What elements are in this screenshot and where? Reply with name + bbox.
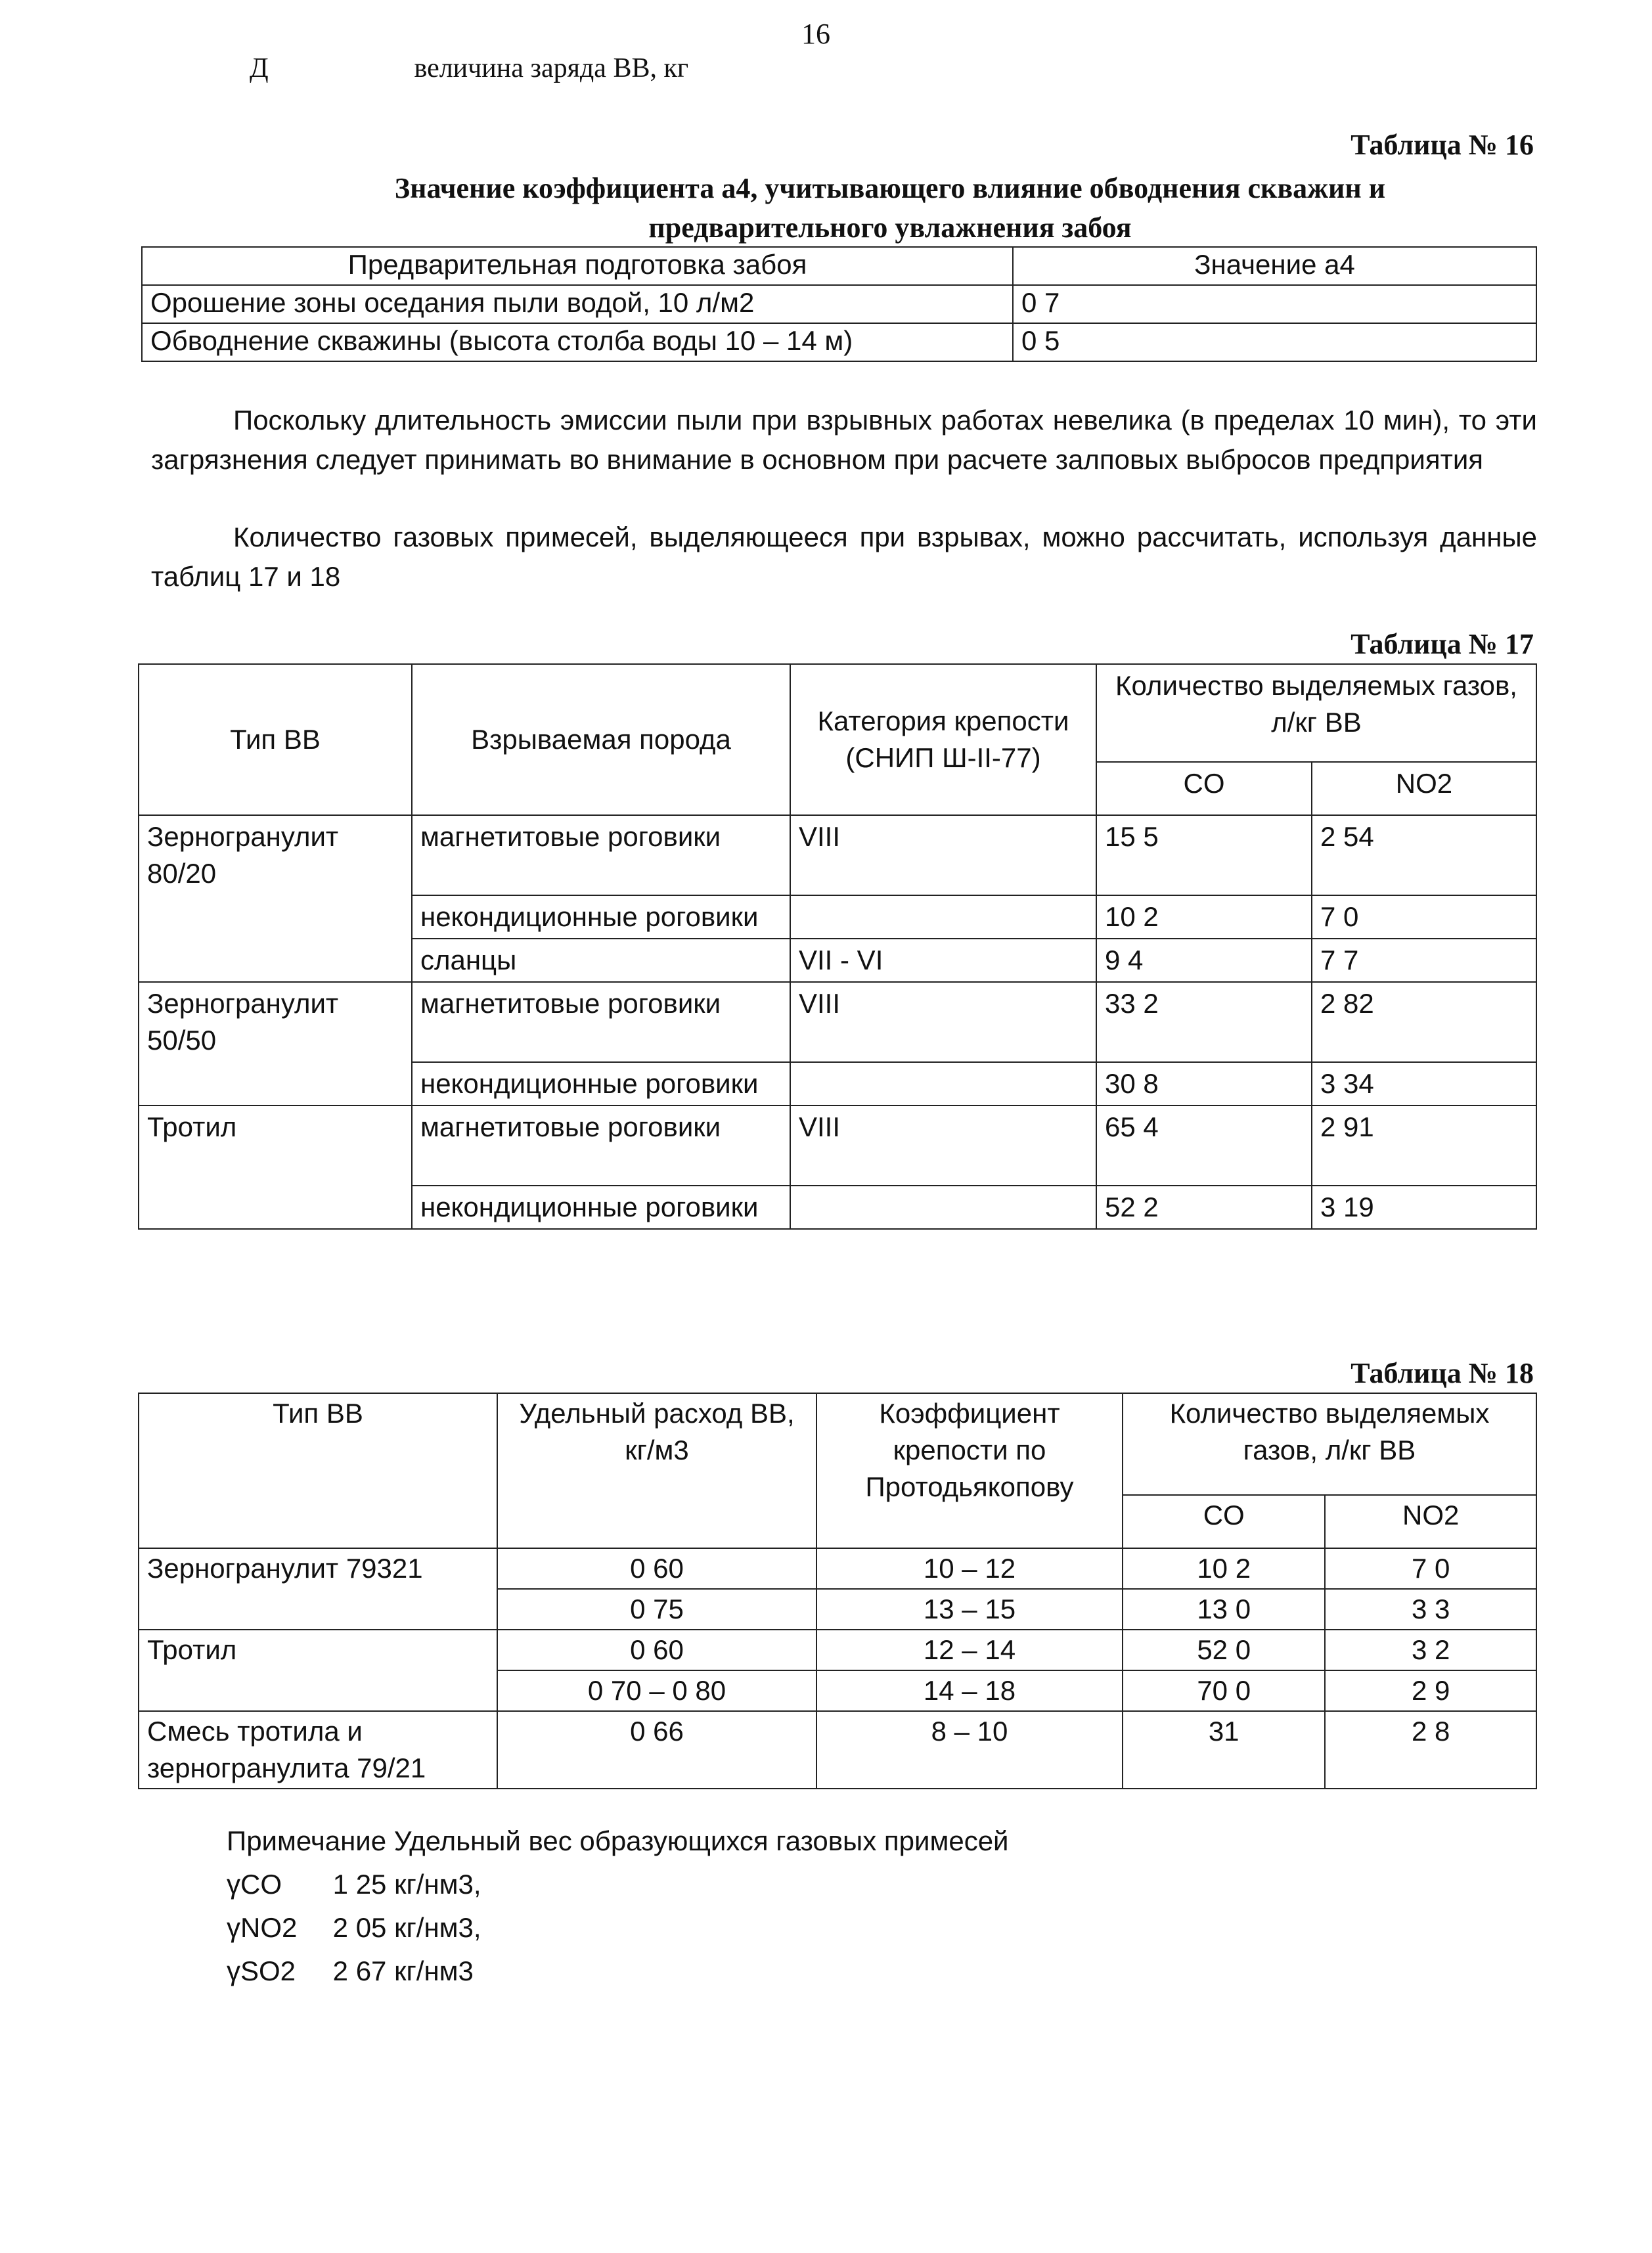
- table16-header-prep: Предварительная подготовка забоя: [142, 247, 1013, 285]
- table16-cell: 0 7: [1013, 285, 1536, 323]
- table18-type: Зерногранулит 79321: [139, 1548, 497, 1630]
- table18-consumption: 0 60: [497, 1548, 816, 1589]
- paragraph: Количество газовых примесей, выделяющееся при взрывах, можно рассчитать, используя данные таблиц 17 и 18: [151, 522, 1537, 592]
- page-number: 16: [801, 18, 830, 50]
- table17-header-no2: NO2: [1312, 762, 1536, 815]
- table18-coef: 12 – 14: [816, 1630, 1123, 1670]
- table-header-row: [139, 664, 1536, 762]
- definition-line: [250, 53, 688, 84]
- table18-consumption: 0 70 – 0 80: [497, 1670, 816, 1711]
- table18-header-gas: Количество выделяемых газов, л/кг ВВ: [1123, 1393, 1536, 1495]
- table17-header-rock: Взрываемая порода: [412, 664, 790, 815]
- table17-caption: Таблица № 17: [1351, 628, 1534, 660]
- note: [227, 1819, 1009, 1993]
- table17-header-type: Тип ВВ: [139, 664, 412, 815]
- table-row: [142, 323, 1536, 361]
- table17-co: 30 8: [1096, 1062, 1312, 1105]
- table18-no2: 2 9: [1325, 1670, 1536, 1711]
- table17-no2: 2 82: [1312, 982, 1536, 1062]
- table16-header-value: Значение a4: [1013, 247, 1536, 285]
- table18-consumption: 0 66: [497, 1711, 816, 1789]
- table17-rock: некондиционные роговики: [412, 1186, 790, 1229]
- table18-consumption: 0 75: [497, 1589, 816, 1630]
- table-row: [139, 982, 1536, 1062]
- table17-rock: магнетитовые роговики: [412, 1105, 790, 1186]
- table16-cell: 0 5: [1013, 323, 1536, 361]
- table17-category: [790, 1186, 1096, 1229]
- table17-header-category: Категория крепости (СНИП Ш-II-77): [790, 664, 1096, 815]
- table17-rock: магнетитовые роговики: [412, 815, 790, 895]
- table17-co: 15 5: [1096, 815, 1312, 895]
- table17-no2: 3 34: [1312, 1062, 1536, 1105]
- table-header-row: [139, 1393, 1536, 1495]
- definition-symbol: Д: [250, 53, 269, 83]
- table17-category: [790, 895, 1096, 939]
- table16-title: Значение коэффициента a4, учитывающего влияние обводнения скважин и предварительного увлажнения забоя: [394, 172, 1386, 244]
- table17-header-gas: Количество выделяемых газов, л/кг ВВ: [1096, 664, 1536, 762]
- note-title: Примечание Удельный вес образующихся газовых примесей: [227, 1825, 1009, 1856]
- table-row: [142, 285, 1536, 323]
- table17-no2: 2 91: [1312, 1105, 1536, 1186]
- table16: [141, 246, 1537, 362]
- table18-coef: 13 – 15: [816, 1589, 1123, 1630]
- table17-rock: магнетитовые роговики: [412, 982, 790, 1062]
- table17-co: 52 2: [1096, 1186, 1312, 1229]
- table16-caption: Таблица № 16: [1351, 129, 1534, 161]
- table17-no2: 3 19: [1312, 1186, 1536, 1229]
- table18-caption: Таблица № 18: [1351, 1357, 1534, 1389]
- table-row: [139, 815, 1536, 895]
- table17-co: 33 2: [1096, 982, 1312, 1062]
- note-value: 1 25 кг/нм3,: [332, 1869, 481, 1900]
- table17-category: VIII: [790, 815, 1096, 895]
- table18-header-no2: NO2: [1325, 1495, 1536, 1548]
- table18-coef: 14 – 18: [816, 1670, 1123, 1711]
- note-item: [227, 1863, 1009, 1906]
- note-value: 2 67 кг/нм3: [332, 1955, 474, 1986]
- table18-no2: 3 3: [1325, 1589, 1536, 1630]
- table17-category: [790, 1062, 1096, 1105]
- table18-co: 70 0: [1123, 1670, 1325, 1711]
- table17-type: Зерногранулит 50/50: [139, 982, 412, 1105]
- table18-consumption: 0 60: [497, 1630, 816, 1670]
- table18-header-type: Тип ВВ: [139, 1393, 497, 1548]
- table17-no2: 7 7: [1312, 939, 1536, 982]
- table17-co: 9 4: [1096, 939, 1312, 982]
- table18-co: 52 0: [1123, 1630, 1325, 1670]
- table16-cell: Орошение зоны оседания пыли водой, 10 л/м2: [142, 285, 1013, 323]
- table17-co: 10 2: [1096, 895, 1312, 939]
- table-row: [139, 1105, 1536, 1186]
- table17-category: VII - VI: [790, 939, 1096, 982]
- table17-no2: 2 54: [1312, 815, 1536, 895]
- table17-type: Тротил: [139, 1105, 412, 1229]
- table18-co: 31: [1123, 1711, 1325, 1789]
- table16-cell: Обводнение скважины (высота столба воды 10 – 14 м): [142, 323, 1013, 361]
- definition-text: величина заряда ВВ, кг: [414, 53, 689, 83]
- table17-rock: сланцы: [412, 939, 790, 982]
- table-row: [139, 1548, 1536, 1589]
- table17-category: VIII: [790, 982, 1096, 1062]
- table18-no2: 3 2: [1325, 1630, 1536, 1670]
- note-item: [227, 1950, 1009, 1993]
- note-gamma: γNO2: [227, 1912, 298, 1943]
- table18-no2: 7 0: [1325, 1548, 1536, 1589]
- table18-coef: 8 – 10: [816, 1711, 1123, 1789]
- table17-type: Зерногранулит 80/20: [139, 815, 412, 982]
- table18: [138, 1393, 1537, 1789]
- table18-co: 13 0: [1123, 1589, 1325, 1630]
- table17-rock: некондиционные роговики: [412, 1062, 790, 1105]
- table18-no2: 2 8: [1325, 1711, 1536, 1789]
- table-header-row: [142, 247, 1536, 285]
- table18-type: Смесь тротила и зерногранулита 79/21: [139, 1711, 497, 1789]
- table17-rock: некондиционные роговики: [412, 895, 790, 939]
- table17-co: 65 4: [1096, 1105, 1312, 1186]
- table-row: [139, 1711, 1536, 1789]
- table17: [138, 663, 1537, 1230]
- note-item: [227, 1906, 1009, 1950]
- table18-header-consumption: Удельный расход ВВ, кг/м3: [497, 1393, 816, 1548]
- table17-header-co: CO: [1096, 762, 1312, 815]
- note-gamma: γCO: [227, 1869, 282, 1900]
- table-row: [139, 1630, 1536, 1670]
- table18-header-co: CO: [1123, 1495, 1325, 1548]
- table17-category: VIII: [790, 1105, 1096, 1186]
- table18-header-coef: Коэффициент крепости по Протодьякопову: [816, 1393, 1123, 1548]
- table18-coef: 10 – 12: [816, 1548, 1123, 1589]
- table18-co: 10 2: [1123, 1548, 1325, 1589]
- note-gamma: γSO2: [227, 1955, 296, 1986]
- table18-type: Тротил: [139, 1630, 497, 1711]
- note-value: 2 05 кг/нм3,: [332, 1912, 481, 1943]
- paragraph: Поскольку длительность эмиссии пыли при взрывных работах невелика (в пределах 10 мин), то эти загрязнения следует принимать во внимание в основном при расчете залповых выбросов предприятия: [151, 405, 1537, 475]
- table17-no2: 7 0: [1312, 895, 1536, 939]
